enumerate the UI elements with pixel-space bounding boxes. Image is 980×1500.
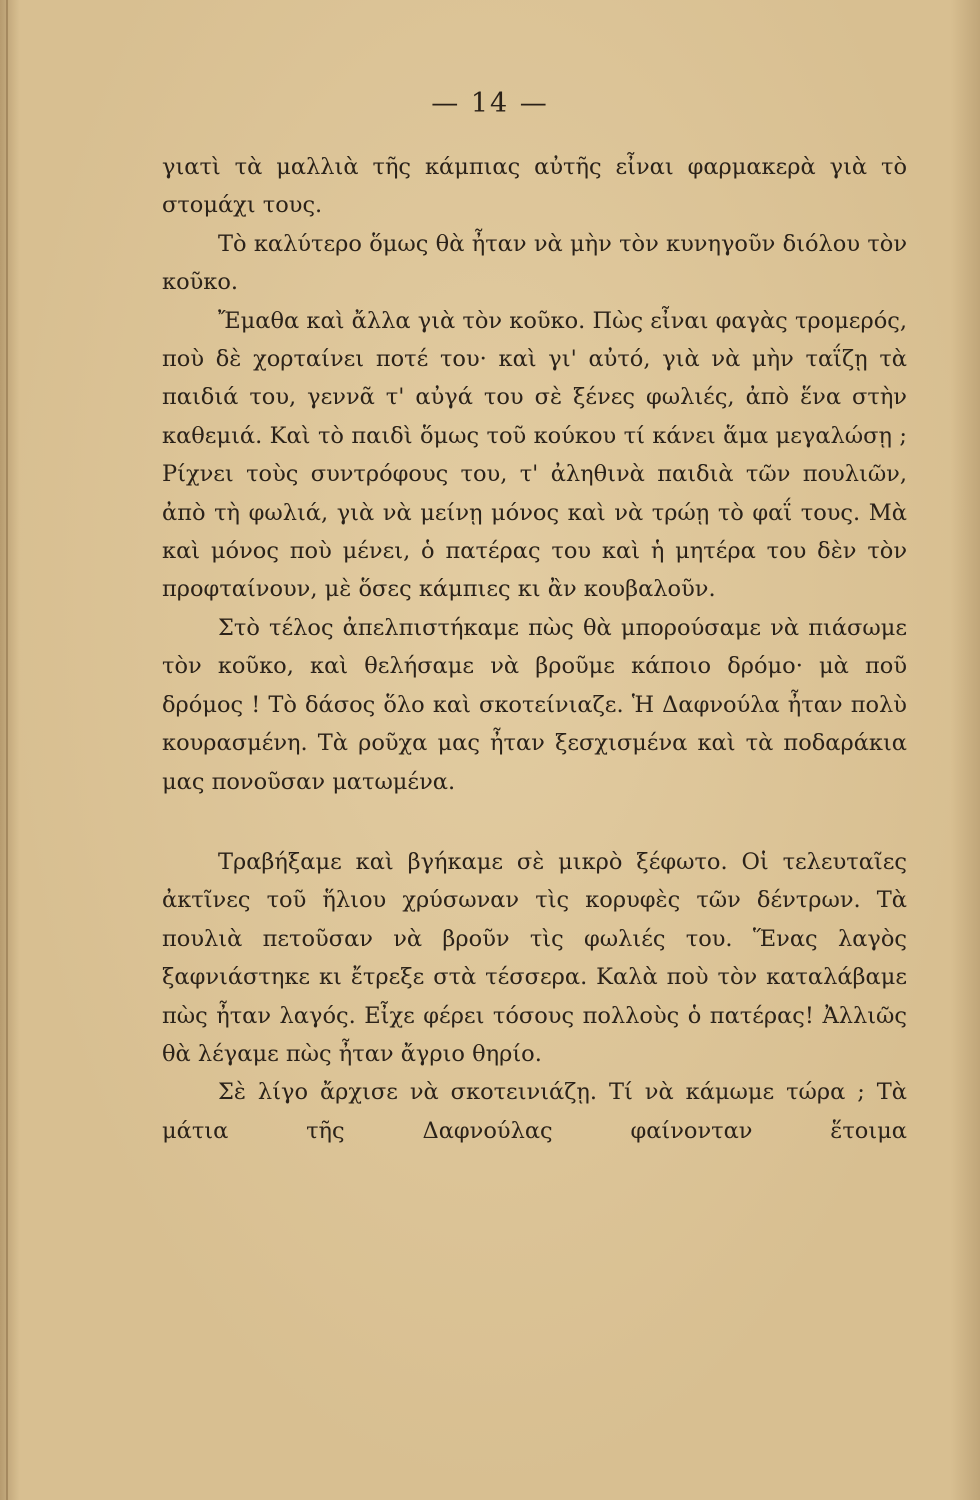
paragraph-4: Στὸ τέλος ἀπελπιστήκαμε πὼς θὰ μπορούσαμε νὰ πιάσωμε τὸν κοῦκο, καὶ θελήσαμε νὰ βροῦμε κάποιο δρόμο· μὰ ποῦ δρόμος ! Τὸ δάσος ὅλο καὶ σκοτείνιαζε. Ἡ Δαφνούλα ἦταν πολὺ κουρασμένη. Τὰ ροῦχα μας ἦταν ξεσχισμένα καὶ τὰ ποδαράκια μας πονοῦσαν ματωμένα. <box>162 614 907 795</box>
page-edge-line <box>6 0 8 1500</box>
paragraph-6: Σὲ λίγο ἄρχισε νὰ σκοτεινιάζῃ. Τί νὰ κάμωμε τώρα ; Τὰ μάτια τῆς Δαφνούλας φαίνονταν ἕτοιμα <box>162 1079 907 1144</box>
paragraph-2: Τὸ καλύτερο ὅμως θὰ ἦταν νὰ μὴν τὸν κυνηγοῦν διόλου τὸν κοῦκο. <box>162 230 907 296</box>
paragraph-3: Ἔμαθα καὶ ἄλλα γιὰ τὸν κοῦκο. Πὼς εἶναι φαγὰς τρομερός, ποὺ δὲ χορταίνει ποτέ του· καὶ γι' αὐτό, γιὰ νὰ μὴν ταΐζῃ τὰ παιδιά του, γεννᾶ τ' αὐγά του σὲ ξένες φωλιές, ἀπὸ ἕνα στὴν καθεμιά. Καὶ τὸ παιδὶ ὅμως τοῦ κούκου τί κάνει ἅμα μεγαλώσῃ ; Ρίχνει τοὺς συντρόφους του, τ' ἀληθινὰ παιδιὰ τῶν πουλιῶν, ἀπὸ τὴ φωλιά, γιὰ νὰ μείνῃ μόνος καὶ νὰ τρώῃ τὸ φαΐ τους. Μὰ καὶ μόνος ποὺ μένει, ὁ πατέρας του καὶ ἡ μητέρα του δὲν τὸν προφταίνουν, μὲ ὅσες κάμπιες κι ἂν κουβαλοῦν. <box>162 307 907 603</box>
page-number: — 14 — <box>431 88 549 119</box>
paragraph-5: Τραβήξαμε καὶ βγήκαμε σὲ μικρὸ ξέφωτο. Οἱ τελευταῖες ἀκτῖνες τοῦ ἥλιου χρύσωναν τὶς κορυφὲς τῶν δέντρων. Τὰ πουλιὰ πετοῦσαν νὰ βροῦν τὶς φωλιές του. Ἕνας λαγὸς ξαφνιάστηκε κι ἔτρεξε στὰ τέσσερα. Καλὰ ποὺ τὸν καταλάβαμε πὼς ἦταν λαγός. Εἶχε φέρει τόσους πολλοὺς ὁ πατέρας! Ἀλλιῶς θὰ λέγαμε πὼς ἦταν ἄγριο θηρίο. <box>162 848 907 1067</box>
body-text <box>162 148 907 1150</box>
paragraph-1: γιατὶ τὰ μαλλιὰ τῆς κάμπιας αὐτῆς εἶναι φαρμακερὰ γιὰ τὸ στομάχι τους. <box>162 154 907 219</box>
